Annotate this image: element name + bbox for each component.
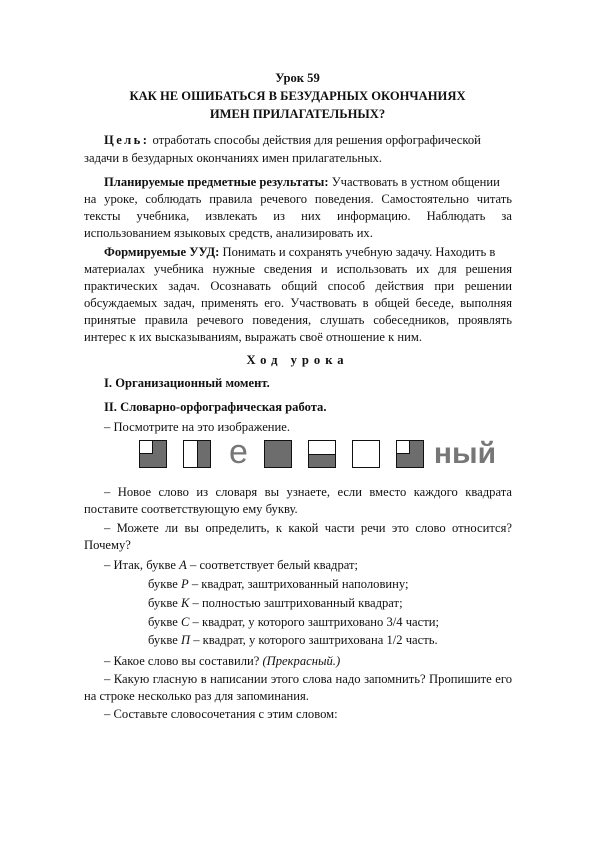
word-puzzle <box>139 433 497 471</box>
question-vowel-line-2: на строке несколько раз для запоминания. <box>84 689 309 703</box>
body-p2-line-1: – Можете ли вы определить, к какой части речи это слово относится? <box>104 521 512 535</box>
lesson-title-line-2: ИМЕН ПРИЛАГАТЕЛЬНЫХ? <box>209 107 386 121</box>
goal-line-1 <box>104 132 504 148</box>
uud-text: Понимать и сохранять учебную задачу. Находить в <box>222 245 496 259</box>
goal-line-2: задачи в безударных окончаниях имен прилагательных. <box>84 151 382 165</box>
question-vowel-line-1: – Какую гласную в написании этого слова надо запомнить? Пропишите его <box>104 672 512 686</box>
body-p2-line-2: Почему? <box>84 538 131 552</box>
question-word: – Какое слово вы составили? (Прекрасный.) <box>104 654 341 668</box>
results-line-1 <box>104 174 500 190</box>
task-phrases: – Составьте словосочетания с этим словом: <box>104 707 338 721</box>
square-c <box>139 440 167 468</box>
look-prompt: – Посмотрите на это изображение. <box>104 420 291 434</box>
square-p <box>308 440 336 468</box>
key-line-c: букве С – квадрат, у которого заштриховано 3/4 части; <box>148 615 439 629</box>
section-1: I. Организационный момент. <box>104 376 270 390</box>
results-text: Участвовать в устном общении <box>331 175 500 189</box>
uud-line-6: интерес к их высказываниям, выражать своё отношение к ним. <box>84 330 423 344</box>
lesson-number: Урок 59 <box>275 71 320 85</box>
key-line-r: букве Р – квадрат, заштрихованный наполовину; <box>148 577 409 591</box>
uud-label: Формируемые УУД: <box>104 245 220 259</box>
key-line-p: букве П – квадрат, у которого заштрихована 1/2 часть. <box>148 633 438 647</box>
key-line-a: – Итак, букве А – соответствует белый квадрат; <box>104 558 359 572</box>
section-2: II. Словарно-орфографическая работа. <box>104 400 327 414</box>
square-c-2 <box>396 440 424 468</box>
uud-line-2: материалах учебника нужные сведения и использовать их для решения <box>84 262 512 276</box>
answer-word: (Прекрасный.) <box>262 654 341 668</box>
results-line-3: тексты учебника, извлекать из них информацию. Наблюдать за <box>84 209 512 223</box>
puzzle-letter: е <box>229 433 248 471</box>
uud-line-3: практических задач. Осознавать общий способ действия при решении <box>84 279 512 293</box>
uud-line-1 <box>104 244 495 260</box>
uud-line-5: принятые правила речевого поведения, слушать собеседников, проявлять <box>84 313 512 327</box>
results-line-2: на уроке, соблюдать правила речевого поведения. Самостоятельно читать <box>84 192 512 206</box>
lesson-flow-heading: Ход урока <box>246 353 349 367</box>
square-k <box>264 440 292 468</box>
lesson-title-line-1: КАК НЕ ОШИБАТЬСЯ В БЕЗУДАРНЫХ ОКОНЧАНИЯХ <box>129 89 466 103</box>
goal-text: отработать способы действия для решения орфографической <box>152 133 481 147</box>
puzzle-ending: ный <box>433 437 497 470</box>
body-p1-line-1: – Новое слово из словаря вы узнаете, если вместо каждого квадрата <box>104 485 512 499</box>
uud-line-4: обсуждаемых задач, применять его. Участвовать в общей беседе, выполняя <box>84 296 512 310</box>
results-line-4: использованием языковых средств, анализировать их. <box>84 226 373 240</box>
square-r <box>183 440 211 468</box>
square-a <box>352 440 380 468</box>
goal-label: Цель: <box>104 133 150 147</box>
key-line-k: букве К – полностью заштрихованный квадрат; <box>148 596 403 610</box>
body-p1-line-2: поставите соответствующую ему букву. <box>84 502 298 516</box>
results-label: Планируемые предметные результаты: <box>104 175 329 189</box>
